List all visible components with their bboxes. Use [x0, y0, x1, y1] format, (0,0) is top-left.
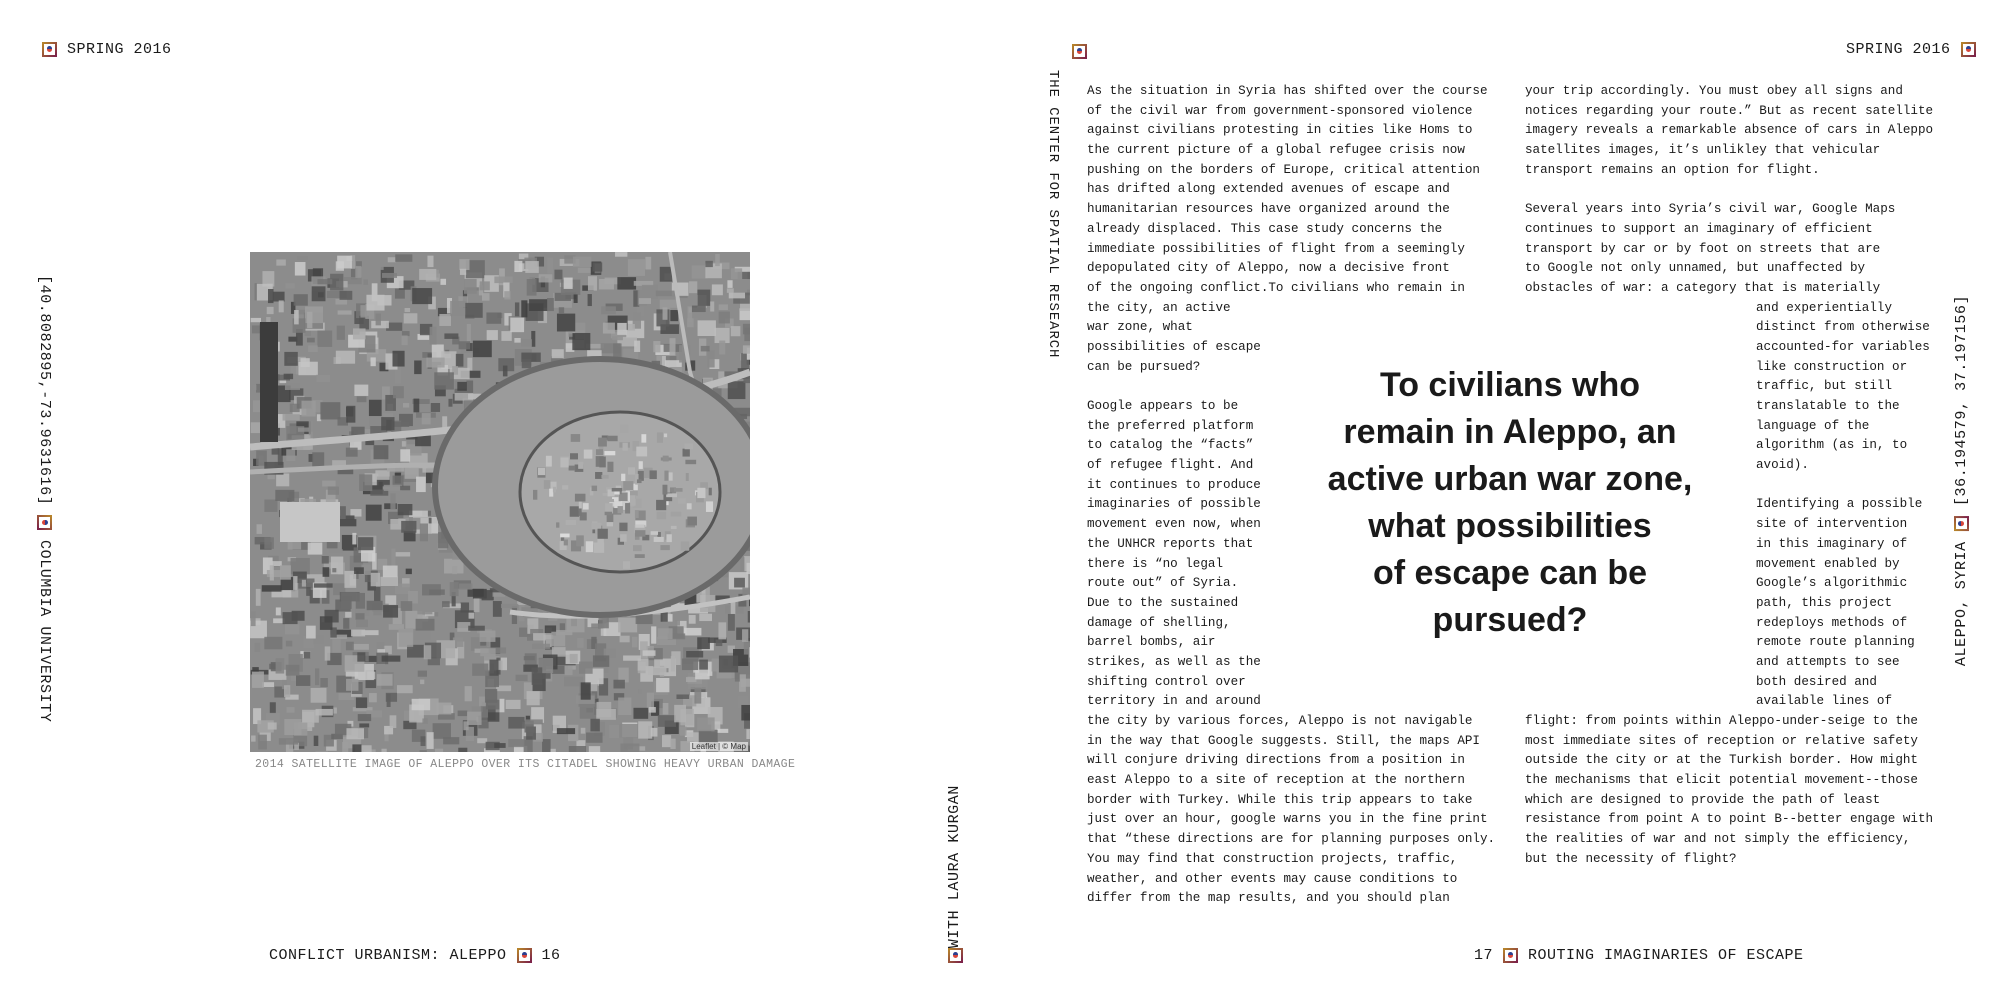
satellite-image — [250, 252, 750, 752]
left-side-label — [36, 275, 53, 723]
left-footer-title: CONFLICT URBANISM: ALEPPO — [269, 947, 507, 964]
text-line: flight: from points within Aleppo-under-seige to the — [1525, 714, 1918, 728]
text-line: obstacles of war: a category that is materially — [1525, 280, 1881, 295]
left-footer — [269, 947, 561, 964]
text-line: To civilians who — [1379, 366, 1641, 404]
left-page-number: 16 — [541, 947, 561, 964]
text-line: shifting control over — [1087, 674, 1246, 689]
text-line: outside the city or at the Turkish border. How might — [1525, 753, 1918, 768]
text-line: possibilities of escape — [1087, 339, 1261, 354]
pull-quote — [1268, 362, 1752, 644]
text-line: remote route planning — [1756, 635, 1915, 650]
text-line: available lines of — [1756, 694, 1893, 709]
right-header-season: SPRING 2016 — [1846, 41, 1951, 58]
text-line — [1756, 476, 1757, 496]
section-mark-icon — [1503, 948, 1518, 963]
text-line: there is “no legal — [1087, 556, 1224, 571]
text-line: against civilians protesting in cities like Homs to — [1087, 123, 1473, 138]
text-line: differ from the map results, and you should plan — [1087, 891, 1450, 906]
center-label: THE CENTER FOR SPATIAL RESEARCH — [1045, 70, 1061, 359]
text-line: route out” of Syria. — [1087, 576, 1239, 591]
text-line: of refugee flight. And — [1087, 458, 1254, 473]
text-line: in the way that Google suggests. Still, the maps API — [1087, 733, 1480, 748]
text-line: strikes, as well as the — [1087, 654, 1261, 669]
text-line: algorithm (as in, to — [1756, 438, 1908, 453]
left-header-season: SPRING 2016 — [67, 41, 172, 58]
text-line: war zone, what — [1087, 320, 1193, 335]
text-line: redeploys methods of — [1756, 615, 1908, 630]
text-line: continues to support an imaginary of efficient — [1525, 221, 1873, 236]
text-line: damage of shelling, — [1087, 615, 1231, 630]
text-line: pushing on the borders of Europe, critical attention — [1087, 162, 1480, 177]
text-line: but the necessity of flight? — [1525, 851, 1737, 866]
text-line: movement even now, when — [1087, 517, 1261, 532]
text-line: the UNHCR reports that — [1087, 536, 1254, 551]
text-line: language of the — [1756, 418, 1870, 433]
text-line: of escape can be — [1372, 554, 1647, 592]
text-line: pursued? — [1432, 601, 1588, 639]
text-line — [1525, 180, 1526, 200]
image-caption: 2014 SATELLITE IMAGE OF ALEPPO OVER ITS CITADEL SHOWING HEAVY URBAN DAMAGE — [255, 758, 796, 771]
text-line: your trip accordingly. You must obey all signs and — [1525, 84, 1903, 98]
text-line: to Google not only unnamed, but unaffected by — [1525, 261, 1866, 276]
text-line: transport by car or by foot on streets that are — [1525, 241, 1881, 256]
text-line: You may find that construction projects, traffic, — [1087, 851, 1458, 866]
text-line: Google’s algorithmic — [1756, 576, 1908, 591]
text-line: territory in and around — [1087, 694, 1261, 709]
left-header — [42, 41, 172, 58]
text-line: remain in Aleppo, an — [1343, 413, 1677, 451]
text-line: can be pursued? — [1087, 359, 1201, 374]
section-mark-icon — [948, 948, 963, 963]
text-line: most immediate sites of reception or relative safety — [1525, 733, 1918, 748]
satellite-image-graphic — [250, 252, 750, 752]
text-line: translatable to the — [1756, 399, 1900, 413]
map-attribution[interactable]: Leaflet | © Map — [691, 742, 746, 751]
text-line: what possibilities — [1368, 507, 1652, 545]
text-line: the city, an active — [1087, 300, 1231, 315]
place-label: ALEPPO, SYRIA — [1953, 541, 1970, 667]
text-line: the current picture of a global refugee crisis now — [1087, 143, 1465, 158]
right-page-number: 17 — [1474, 947, 1494, 964]
right-coords: [36.194579, 37.197156] — [1953, 295, 1970, 507]
right-footer-title: ROUTING IMAGINARIES OF ESCAPE — [1528, 947, 1804, 964]
text-line: like construction or — [1756, 359, 1908, 374]
text-line: both desired and — [1756, 674, 1877, 689]
section-mark-icon — [1961, 42, 1976, 57]
institution-label: COLUMBIA UNIVERSITY — [36, 540, 53, 723]
section-mark-icon — [37, 515, 52, 530]
section-mark-icon — [1954, 516, 1969, 531]
text-line: just over an hour, google warns you in the fine print — [1087, 812, 1488, 827]
text-line: to catalog the “facts” — [1087, 438, 1254, 453]
text-line: Several years into Syria’s civil war, Google Maps — [1525, 202, 1896, 217]
text-line: weather, and other events may cause conditions to — [1087, 871, 1458, 886]
text-line: of the civil war from government-sponsored violence — [1087, 103, 1473, 118]
text-line: depopulated city of Aleppo, now a decisive front — [1087, 261, 1450, 276]
text-line: path, this project — [1756, 595, 1893, 610]
left-continuation — [1087, 712, 1495, 909]
right-intro — [1525, 82, 1933, 299]
text-line: of the ongoing conflict.To civilians who remain in — [1087, 280, 1465, 295]
text-line: which are designed to provide the path of least — [1525, 792, 1881, 807]
text-line: resistance from point A to point B--better engage with — [1525, 812, 1934, 827]
text-line: avoid). — [1756, 458, 1809, 473]
section-mark-icon — [517, 948, 532, 963]
text-line: imaginaries of possible — [1087, 497, 1261, 512]
left-intro — [1087, 82, 1495, 299]
text-line: imagery reveals a remarkable absence of cars in Aleppo — [1525, 123, 1934, 138]
right-side-label-right — [1953, 295, 1970, 666]
text-line: the mechanisms that elicit potential movement--those — [1525, 773, 1918, 788]
text-line: notices regarding your route.” But as recent satellite — [1525, 103, 1934, 118]
text-line: that “these directions are for planning purposes only. — [1087, 832, 1496, 847]
text-line: As the situation in Syria has shifted over the course — [1087, 84, 1488, 98]
right-side-label-left — [1045, 70, 1061, 358]
text-line: and attempts to see — [1756, 654, 1900, 669]
text-line: traffic, but still — [1756, 379, 1893, 394]
text-line: the city by various forces, Aleppo is not navigable — [1087, 714, 1473, 728]
text-line: and experientially — [1756, 300, 1893, 315]
text-line: distinct from otherwise — [1756, 320, 1930, 335]
text-line: Identifying a possible — [1756, 497, 1923, 512]
text-line: it continues to produce — [1087, 477, 1261, 492]
credit-label: WITH LAURA KURGAN — [946, 785, 963, 949]
text-line: Google appears to be — [1087, 399, 1239, 413]
text-line: the preferred platform — [1087, 418, 1254, 433]
text-line: the realities of war and not simply the efficiency, — [1525, 832, 1911, 847]
text-line: has drifted along extended avenues of escape and — [1087, 182, 1450, 197]
text-line: satellites images, it’s unlikley that vehicular — [1525, 143, 1881, 158]
text-line: Due to the sustained — [1087, 595, 1239, 610]
text-line — [1087, 377, 1088, 397]
text-line: east Aleppo to a site of reception at the northern — [1087, 773, 1465, 788]
section-mark-icon — [1072, 44, 1087, 59]
text-line: transport remains an option for flight. — [1525, 162, 1820, 177]
right-header — [1846, 41, 1976, 58]
text-line: already displaced. This case study concerns the — [1087, 221, 1443, 236]
text-line: accounted-for variables — [1756, 339, 1930, 354]
text-line: movement enabled by — [1756, 556, 1900, 571]
right-footer — [1474, 947, 1804, 964]
text-line: active urban war zone, — [1327, 460, 1693, 498]
text-line: border with Turkey. While this trip appears to take — [1087, 792, 1473, 807]
text-line: barrel bombs, air — [1087, 635, 1216, 650]
left-coords: [40.8082895,-73.9631616] — [36, 275, 53, 506]
spine-credit — [946, 785, 963, 948]
right-continuation — [1525, 712, 1933, 870]
text-line: site of intervention — [1756, 517, 1908, 532]
text-line: immediate possibilities of flight from a seemingly — [1087, 241, 1465, 256]
section-mark-icon — [42, 42, 57, 57]
text-line: will conjure driving directions from a position in — [1087, 753, 1465, 768]
text-line: in this imaginary of — [1756, 536, 1908, 551]
text-line: humanitarian resources have organized around the — [1087, 202, 1450, 217]
